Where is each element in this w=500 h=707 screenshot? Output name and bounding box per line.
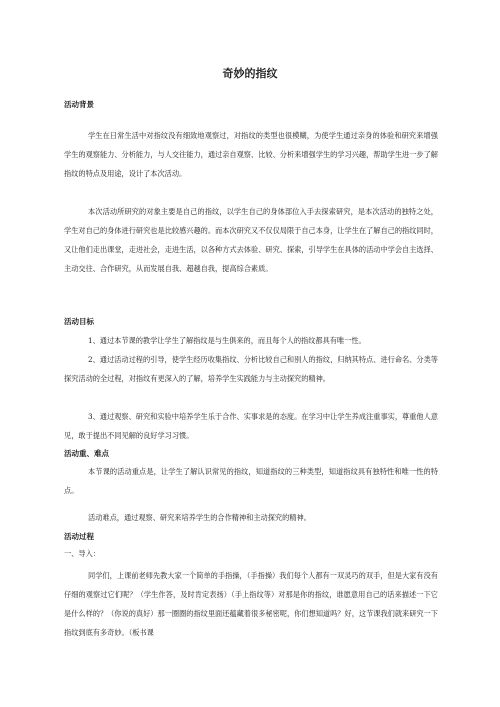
heading-process: 活动过程 — [64, 532, 94, 541]
heading-goals: 活动目标 — [64, 317, 94, 326]
background-paragraph-2: 本次活动所研究的对象主要是自己的指纹，以学生自己的身体部位入手去探索研究，是本次活动的独特之处，学生对自己的身体进行研究也是比较感兴趣的。而本次研究又不仅仅局限于自己本身，让学生在了解自己的指纹同时，又让他们走出课堂，走进社会，走进生活，以各种方式去体验、研究、探索，引导学生在具体的活动中学会自主选择、主动交往、合作研究，从而发展自我、超越自我，提高综合素质。 — [64, 207, 438, 273]
background-paragraph-1: 学生在日常生活中对指纹没有细致地观察过，对指纹的类型也很模糊，为使学生通过亲身的体验和研究来增强学生的观察能力、分析能力，与人交往能力，通过亲自观察、比较、分析来增强学生的学习兴趣，帮助学生进一步了解指纹的特点及用途，设计了本次活动。 — [64, 131, 438, 178]
key-points-paragraph-2: 活动难点，通过观察、研究来培养学生的合作精神和主动探究的精神。 — [88, 513, 311, 522]
goal-item-1: 1、通过本节课的教学让学生了解指纹是与生俱来的，而且每个人的指纹都具有唯一性。 — [88, 336, 366, 345]
process-subheading-intro: 一、导入： — [64, 549, 100, 558]
goal-item-2: 2、通过活动过程的引导，使学生经历收集指纹、分析比较自己和别人的指纹，归纳其特点、进行命名、分类等探究活动的全过程，对指纹有更深入的了解，培养学生实践能力与主动探究的精神。 — [64, 355, 438, 383]
process-paragraph-1: 同学们，上课前老师先教大家一个简单的手指操，（手指操）我们每个人都有一双灵巧的双手，但是大家有没有仔细的观察过它们呢？（学生作答，及时肯定表扬）（手上指纹等）对那是你的指纹，谁愿意用自己的话来描述一下它是什么样的？（你说的真好）那一圈圈的指纹里面还蕴藏着很多秘密呢，你们想知道吗？好，这节课我们就来研究一下指纹到底有多奇妙。（板书课 — [64, 571, 438, 637]
heading-key-points: 活动重、难点 — [64, 449, 109, 458]
page-title: 奇妙的指纹 — [222, 67, 278, 80]
heading-background: 活动背景 — [64, 100, 94, 109]
goal-item-3: 3、通过观察、研究和实验中培养学生乐于合作、实事求是的态度。在学习中让学生养成注重事实，尊重他人意见，敢于提出不同见解的良好学习习惯。 — [64, 412, 438, 440]
key-points-paragraph-1: 本节课的活动重点是，让学生了解认识常见的指纹，知道指纹的三种类型，知道指纹具有独特性和唯一性的特点。 — [64, 467, 438, 495]
